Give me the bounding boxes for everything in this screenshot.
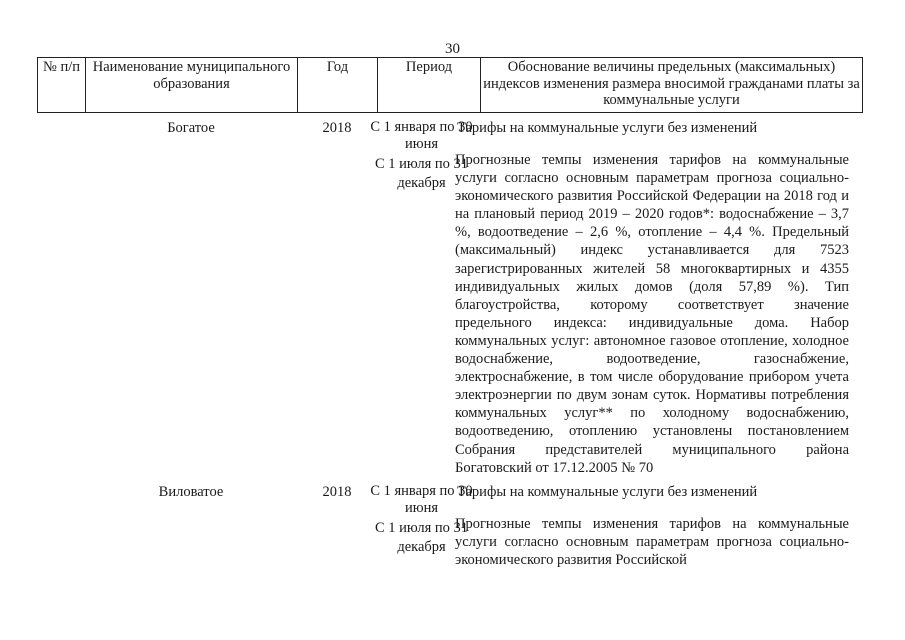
justification-text: Прогнозные темпы изменения тарифов на коммунальные услуги согласно основным параметрам прогноза социально-экономического развития Российской (455, 516, 849, 569)
period-second-half: С 1 июля по 31 декабря (374, 520, 469, 555)
justification-text: Прогнозные темпы изменения тарифов на коммунальные услуги согласно основным параметрам прогноза социально-экономического развития Российской Федерации на 2018 год и на плановый период 2019 – 2020 годов*: водоснабжение – 3,7 %, водоотведение – 2,6 %, отопление – 4,4 %. Предельный (максимальный) индекс устанавливается для 7523 зарегистрированных жителей 58 многоквартирных и 4355 индивидуальных жилых домов (доля 57,89 %). Тип благоустройства, которому соответствует значение предельного индекса: индивидуальные дома. Набор коммунальных услуг: автономное газовое отопление, холодное водоснабжение, водоотведение, газоснабжение, электроснабжение, в том числе оборудование прибором учета электроэнергии по двум зонам суток. Нормативы потребления коммунальных услуг** по холодному водоснабжению, водоотведению, отоплению установлены постановлением Собрания представителей муниципального района Богатовский от 17.12.2005 № 70 (455, 152, 849, 476)
header-justification: Обоснование величины предельных (максимальных) индексов изменения размера вносимой гражданами платы за коммунальные услуги (483, 59, 860, 108)
period-first-half: С 1 января по 30 июня (370, 119, 473, 152)
period-first-half: С 1 января по 30 июня (370, 483, 473, 516)
justification-heading: Тарифы на коммунальные услуги без изменений (457, 484, 758, 500)
header-number: № п/п (38, 58, 86, 112)
header-year: Год (298, 58, 378, 112)
year-cell: 2018 (322, 120, 352, 136)
municipality-name: Виловатое (158, 484, 224, 500)
period-second-half: С 1 июля по 31 декабря (374, 156, 469, 191)
page-number: 30 (445, 41, 460, 57)
header-municipality: Наименование муниципального образования (86, 58, 298, 112)
header-period: Период (378, 58, 481, 112)
municipality-name: Богатое (167, 120, 215, 136)
justification-heading: Тарифы на коммунальные услуги без изменений (457, 120, 758, 136)
year-cell: 2018 (322, 484, 352, 500)
table-header (37, 57, 863, 113)
